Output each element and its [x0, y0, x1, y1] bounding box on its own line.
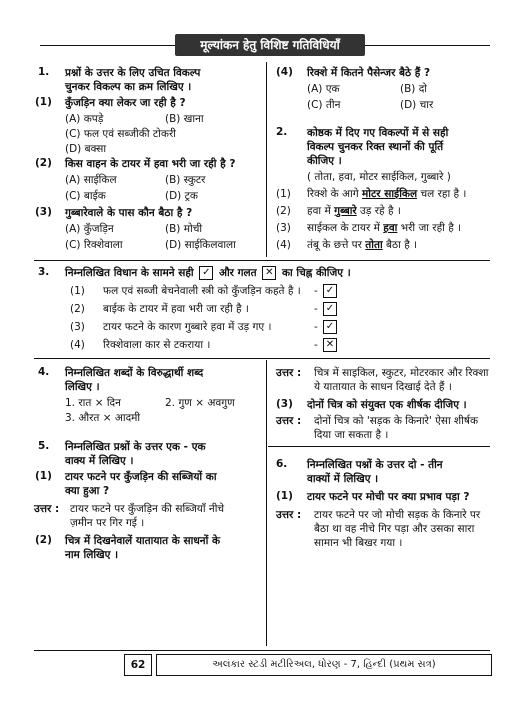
q2-line2: विकल्प चुनकर रिक्त स्थानों की पूर्ति [307, 141, 444, 153]
q3-number: 3. [38, 266, 50, 278]
q1-sub4-number: (4) [276, 66, 293, 78]
q1-sub4-option-b: (B) दो [400, 83, 428, 95]
q2-item3 [276, 221, 462, 235]
page-number: 62 [130, 659, 146, 671]
q1-sub1-option-b: (B) खाना [165, 113, 204, 125]
q4r-sub3-number: (3) [276, 398, 293, 410]
q4-number: 4. [38, 366, 50, 378]
q1-sub2-option-c: (C) बाईक [65, 190, 106, 202]
q1-sub4-option-a: (A) एक [307, 83, 340, 95]
q2-item3-fill: हवा [383, 222, 398, 234]
q2-item2-pre: हवा में [307, 205, 335, 217]
q2-item4-post: बैठा है । [382, 239, 418, 251]
q3-item4-mark: ✕ [323, 338, 337, 352]
q1-sub2-question: किस वाहन के टायर में हवा भरी जा रही है ? [65, 158, 236, 170]
q2-item4 [276, 238, 418, 252]
q2-item2-post: उड़ रहे है । [356, 205, 401, 217]
q1-sub3-number: (3) [35, 206, 52, 218]
q2-item4-sentence [307, 238, 417, 252]
q2-item4-fill: तोता [365, 239, 383, 251]
q3-item3-text: टायर फटने के कारण गुब्बारे हवा में उड़ गए । [103, 321, 272, 333]
footer-title-box [156, 654, 492, 676]
q5-sub2-question-line1: चित्र में दिखनेवालें यातायात के साधनों के [65, 535, 221, 547]
q4r-answer-line2: ये यातायात के साधन दिखाई देते हैं । [314, 381, 452, 393]
q1-sub2-number: (2) [35, 157, 52, 169]
q4r-sub3-answer-line1: दोनों चित्र को 'सड़क के किनारे' ऐसा शीर्षक [314, 415, 479, 427]
q5-sub1-question-line2: क्या हुआ ? [65, 485, 110, 497]
q1-sub4-option-c: (C) तीन [307, 99, 341, 111]
q2-number: 2. [276, 126, 288, 138]
q1-sub2-option-a: (A) साईकिल [65, 174, 117, 186]
q1-sub3-question: गुब्बारेवाले के पास कौन बैठा है ? [65, 207, 193, 219]
q2-item1-sentence [307, 187, 466, 201]
q3-instruction-pre: निम्नलिखित विधान के सामने सही [65, 267, 194, 279]
q3-item4-num: (4) [70, 339, 85, 351]
q3-item2-num: (2) [70, 303, 85, 315]
q2-item3-post: भरी जा रही है । [397, 222, 462, 234]
column-divider [266, 62, 267, 257]
q4-item2: 2. गुण × अवगुण [165, 397, 235, 409]
column-divider-2 [266, 360, 267, 646]
q1-sub2-option-d: (D) ट्रक [165, 190, 198, 202]
cross-box-icon: ✕ [262, 266, 276, 280]
q4-item1: 1. रात × दिन [65, 397, 121, 409]
q3-item2-dash: - [314, 303, 318, 315]
header-rule-right [365, 45, 490, 46]
q2-item2 [276, 204, 401, 218]
q4r-sub3-answer-line2: दिया जा सकता है । [314, 429, 389, 441]
q1-sub4-question: रिक्शे में कितने पैसेन्जर बैठे हैं ? [307, 67, 431, 79]
q5-sub1-answer-line1: टायर फटने पर कुँजड़िन की सब्जियाँ नीचे [70, 503, 225, 515]
q4r-sub3-question: दोनों चित्र को संयुक्त एक शीर्षक दीजिए । [307, 399, 467, 411]
q1-sub1-number: (1) [35, 96, 52, 108]
q2-item3-sentence [307, 221, 461, 235]
q3-instruction-post: का चिह्न कीजिए । [281, 267, 351, 279]
q2-item3-num: (3) [276, 222, 291, 234]
section-divider [34, 260, 490, 261]
q2-item2-num: (2) [276, 205, 291, 217]
q4-line1: निम्नलिखित शब्दों के विरुद्धार्थी शब्द [65, 367, 204, 379]
q3-item2-mark: ✓ [323, 302, 337, 316]
q3-item3-dash: - [314, 321, 318, 333]
q1-sub4-option-d: (D) चार [400, 99, 434, 111]
q5-sub1-number: (1) [35, 470, 52, 482]
q3-item3-mark: ✓ [323, 320, 337, 334]
q5-sub1-answer-line2: ज़मीन पर गिर गई । [70, 517, 145, 529]
q1-line2: चुनकर विकल्प का क्रम लिखिए । [65, 81, 192, 93]
q2-item2-fill: गुब्बारे [334, 205, 357, 217]
q5-line2: वाक्य में लिखिए । [65, 455, 134, 467]
q1-sub3-option-a: (A) कुँजड़िन [65, 223, 114, 235]
q2-item4-num: (4) [276, 239, 291, 251]
q2-item1-pre: रिक्शे के आगे [307, 188, 362, 200]
q3-item1-num: (1) [70, 285, 85, 297]
q2-options: ( तोता, हवा, मोटर साईकिल, गुब्बारे ) [307, 171, 451, 183]
q3-item2-text: बाईक के टायर में हवा भरी जा रही है । [103, 303, 249, 315]
q3-item4-text: रिक्शेवाला कार से टकराया । [103, 339, 211, 351]
q5-number: 5. [38, 440, 50, 452]
q4r-sub3-answer-label: उत्तर : [276, 415, 302, 427]
q2-item1-post: चल रहा है । [417, 188, 467, 200]
q6-line1: निम्नलिखित पश्नों के उत्तर दो - तीन [307, 459, 443, 471]
q3-instruction [65, 266, 351, 280]
right-section-divider [268, 446, 490, 447]
q3-instruction-mid: और गलत [218, 267, 257, 279]
q1-sub3-option-d: (D) साईकिलवाला [165, 239, 236, 251]
q1-sub1-option-c: (C) फल एवं सब्जीकी टोकरी [65, 128, 176, 140]
q2-item4-pre: तंबू के छत्ते पर [307, 239, 366, 251]
section-divider-2 [34, 358, 490, 359]
q6-sub1-answer-line1: टायर फटने पर जो मोची सड़क के किनारे पर [314, 509, 481, 521]
q4-item3: 3. औरत × आदमी [65, 412, 141, 424]
q1-sub1-option-a: (A) कपड़े [65, 113, 104, 125]
q4r-answer-label: उत्तर : [276, 367, 302, 379]
q5-sub1-answer-label: उत्तर : [34, 503, 60, 515]
q3-item4-dash: - [314, 339, 318, 351]
q2-item1-fill: मोटर साईकिल [362, 188, 418, 200]
q1-sub1-question: कुँजड़िन क्या लेकर जा रही है ? [65, 97, 186, 109]
q2-line1: कोष्ठक में दिए गए विकल्पों में से सही [307, 127, 449, 139]
q1-sub1-option-d: (D) बक्सा [65, 143, 107, 155]
page-number-box [124, 654, 152, 676]
q6-sub1-question: टायर फटने पर मोची पर क्या प्रभाव पड़ा ? [307, 491, 470, 503]
footer-title: અલંકાર સ્ટડી મટીરિઅલ, ધોરણ - 7, હિન્દી (પ્રથમ સત્ર) [212, 659, 436, 670]
q3-item1-text: फल एवं सब्जी बेचनेवाली स्त्री को कुँजड़िन कहते है । [103, 285, 301, 297]
q2-item1 [276, 187, 467, 201]
q2-item3-pre: साईकल के टायर में [307, 222, 384, 234]
q6-number: 6. [276, 458, 288, 470]
q4r-answer-line1: चित्र में साइकिल, स्कुटर, मोटरकार और रिक्शा [314, 367, 489, 379]
q4-line2: लिखिए । [65, 381, 100, 393]
q2-line3: कीजिए । [307, 155, 342, 167]
q6-sub1-answer-line2: बैठा था वह नीचे गिर पड़ा और उसका सारा [314, 523, 475, 535]
section-title: मूल्यांकन हेतु विशिष्ट गतिविधियाँ [175, 34, 365, 56]
q5-sub2-question-line2: नाम लिखिए । [65, 549, 119, 561]
q1-line1: प्रश्नों के उत्तर के लिए उचित विकल्प [65, 67, 201, 79]
q1-sub3-option-b: (B) मोची [165, 223, 203, 235]
q5-line1: निम्नलिखित प्रश्नों के उत्तर एक - एक [65, 441, 206, 453]
q2-item2-sentence [307, 204, 401, 218]
q6-sub1-answer-label: उत्तर : [276, 509, 302, 521]
q1-number: 1. [38, 66, 50, 78]
header-rule-left [40, 45, 175, 46]
q6-sub1-answer-line3: सामान भी बिखर गया । [314, 537, 403, 549]
q2-item1-num: (1) [276, 188, 291, 200]
q1-sub2-option-b: (B) स्कुटर [165, 174, 206, 186]
q6-sub1-number: (1) [276, 490, 293, 502]
tick-box-icon: ✓ [199, 266, 213, 280]
q1-sub3-option-c: (C) रिक्शेवाला [65, 239, 123, 251]
q5-sub1-question-line1: टायर फटने पर कुँजड़िन की सब्जियों का [65, 471, 217, 483]
footer-rule [34, 650, 490, 651]
q6-line2: वाक्यों में लिखिए । [307, 473, 379, 485]
q3-item3-num: (3) [70, 321, 85, 333]
q3-item1-dash: - [314, 285, 318, 297]
q3-item1-mark: ✓ [323, 284, 337, 298]
q5-sub2-number: (2) [35, 534, 52, 546]
